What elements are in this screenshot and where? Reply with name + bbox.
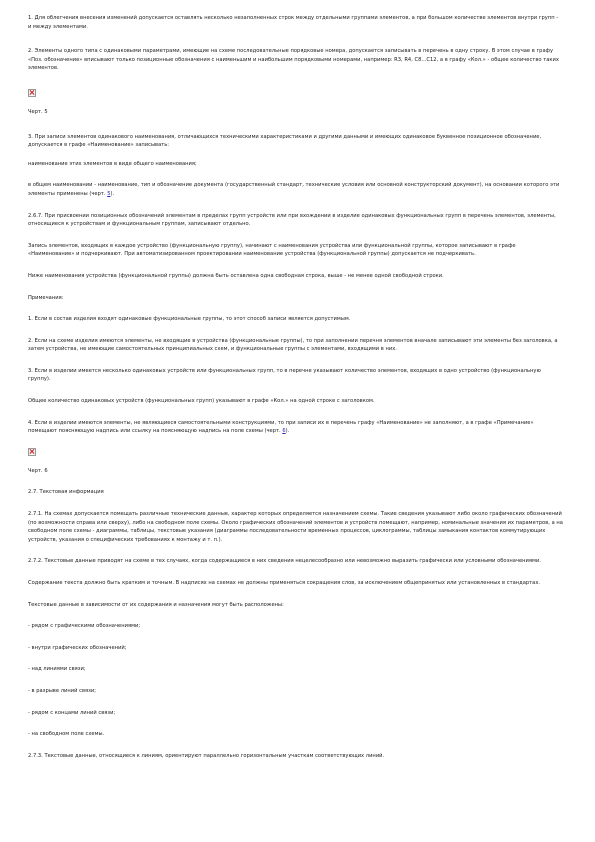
paragraph-free-line: Ниже наименования устройства (функциональной группы) должна быть оставлена одна свободная строка, выше - не менее одной свободной строки.	[28, 272, 444, 279]
paragraph-remark-1: 1. Если в состав изделия входят одинаковые функциональные группы, то этот способ записи является допустимым.	[28, 316, 351, 323]
list-item: - на свободном поле схемы.	[28, 731, 105, 738]
paragraph-note-2: 2. Элементы одного типа с одинаковыми параметрами, имеющие на схеме последовательные порядковые номера, допускается записывать в перечень в одну строку. В этом случае в графу «Поз. обозначение» вписывают только позиционные обозначения с наименьшим и наибольшим порядковыми номерами, например: R3, R4, C8...C12, а в графу «Кол.» - общее количество таких элементов.	[28, 48, 559, 72]
figure-6-image	[28, 448, 563, 456]
section-heading-2-7: 2.7. Текстовая информация	[28, 489, 104, 496]
paragraph-text-placement: Текстовые данные в зависимости от их содержания и назначения могут быть расположены:	[28, 601, 284, 608]
list-item: - в разрыве линий связи;	[28, 687, 96, 694]
paragraph-remark-4: 4. Если в изделии имеются элементы, не являющиеся самостоятельными конструкциями, то при записи их в перечень графу «Наименование» не заполняют, а в графе «Примечание» помещают поясняющую надпись или ссылку на поясняющую надпись на поле схемы (черт. 6).	[28, 419, 534, 435]
paragraph-note-1: 1. Для облегчения внесения изменений допускается оставлять несколько незаполненных строк между отдельными группами элементов, а при большом количестве элементов внутри групп - и между элементами.	[28, 15, 559, 30]
list-item: - внутри графических обозначений;	[28, 644, 127, 651]
paragraph-2-7-2: 2.7.2. Текстовые данные приводят на схеме в тех случаях, когда содержащиеся в них сведения нецелесообразно или невозможно выразить графически или условными обозначениями.	[28, 558, 541, 565]
list-item: - рядом с концами линий связи;	[28, 709, 116, 716]
paragraph-group-entry: Запись элементов, входящих в каждое устройство (функциональную группу), начинают с наименования устройства или функциональной группы, которое записывают в графе «Наименование» и подчеркивают. При автоматизированном проектировании наименование устройства (функциональной группы) допускается не подчеркивать.	[28, 242, 516, 258]
paragraph-total-count: Общее количество одинаковых устройств (функциональных групп) указывают в графе «Кол.» на одной строке с заголовком.	[28, 398, 375, 405]
paragraph-notes-heading: Примечания:	[28, 294, 64, 301]
paragraph-2-7-3: 2.7.3. Текстовые данные, относящиеся к линиям, ориентируют параллельно горизонтальным участкам соответствующих линий.	[28, 752, 385, 759]
paragraph-text-content: Содержание текста должно быть кратким и точным. В надписях на схемах не должны применяться сокращения слов, за исключением общепринятых или установленных в стандартах.	[28, 580, 541, 586]
paragraph-2-7-1: 2.7.1. На схемах допускается помещать различные технические данные, характер которых определяется назначением схемы. Такие сведения указывают либо около графических обозначений (по возможности справа или сверху), либо на свободном поле схемы. Около графических обозначений элементов и устройств помещают, например, номинальные значения их параметров, а на свободном поле схемы - диаграммы, таблицы, текстовые указания (диаграммы последовательности временных процессов, циклограммы, таблицы замыкания контактов коммутирующих устройств, указания о специфических требованиях к монтажу и т. п.).	[28, 511, 563, 543]
figure-5-link[interactable]: 5	[107, 190, 111, 197]
paragraph-note-3: 3. При записи элементов одинакового наименования, отличающихся техническими характеристиками и другими данными и имеющих одинаковое буквенное позиционное обозначение, допускается в графе «Наименование» записывать:	[28, 133, 542, 149]
paragraph-2-6-7: 2.6.7. При присвоении позиционных обозначений элементам в пределах групп устройств или при вхождении в изделие одинаковых функциональных групп в перечень элементов, элементы, относящиеся к устройствам и функциональным группам, записывают отдельно.	[28, 212, 556, 228]
figure-6-caption: Черт. 6	[28, 467, 48, 474]
list-item: - над линиями связи;	[28, 666, 86, 673]
figure-5-caption: Черт. 5	[28, 108, 48, 115]
list-item: - рядом с графическими обозначениями;	[28, 623, 141, 630]
paragraph-remark-2: 2. Если на схеме изделия имеются элементы, не входящие в устройства (функциональные группы), то при заполнении перечня элементов вначале записывают эти элементы без заголовка, а затем устройства, не имеющие самостоятельных принципиальных схем, и функциональные группы с элементами, входящими в них.	[28, 337, 558, 353]
figure-6-link[interactable]: 6	[282, 428, 286, 435]
document-body	[28, 14, 563, 760]
broken-image-icon	[28, 448, 36, 456]
broken-image-icon	[28, 89, 36, 97]
paragraph-remark-3: 3. Если в изделии имеется несколько одинаковых устройств или функциональных групп, то в перечне указывают количество элементов, входящих в одно устройство (функциональную группу).	[28, 367, 541, 383]
paragraph-general-name-details: в общем наименовании - наименование, тип и обозначение документа (государственный стандарт, технические условия или основной конструкторский документ), на основании которого эти элементы применены (черт. 5).	[28, 182, 560, 197]
figure-5-image	[28, 89, 563, 97]
paragraph-general-name: наименование этих элементов в виде общего наименования;	[28, 160, 197, 167]
